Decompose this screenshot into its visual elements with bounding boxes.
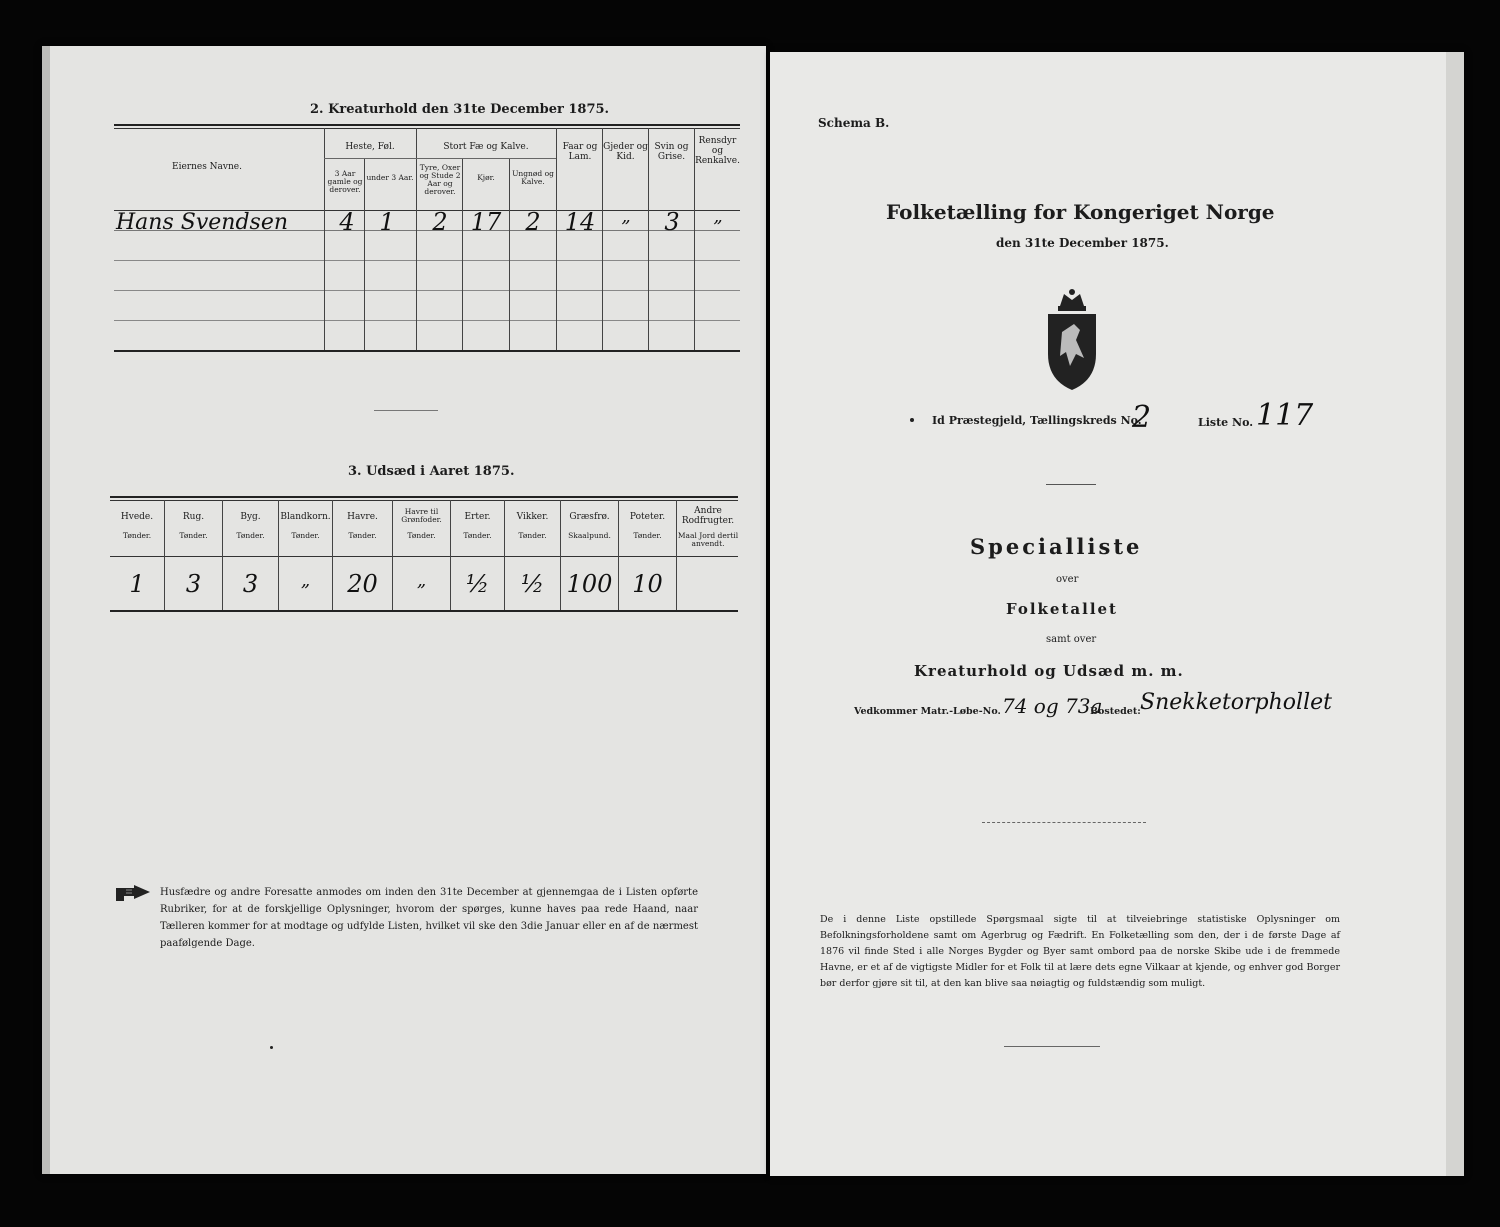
value-heste-under3: 1 <box>379 208 395 236</box>
divider <box>1046 484 1096 485</box>
crop-header-name: Rug. <box>182 512 205 522</box>
right-page <box>770 52 1464 1176</box>
kreaturhold-label: Kreaturhold og Udsæd m. m. <box>914 662 1184 680</box>
crop-header-unit: Tønder. <box>236 531 265 540</box>
header-tyre: Tyre, Oxer og Stude 2 Aar og derover. <box>419 163 461 196</box>
crop-header-name: Havre. <box>347 512 378 522</box>
norwegian-coat-of-arms-icon <box>1042 288 1102 392</box>
list-number: 117 <box>1256 398 1314 433</box>
value-rensdyr: „ <box>713 206 723 227</box>
header-heste-3aar: 3 Aar gamle og derover. <box>327 169 363 194</box>
crop-header-unit: Tønder. <box>463 531 492 540</box>
specialliste-title: Specialliste <box>970 534 1143 559</box>
over-label: over <box>1056 574 1079 585</box>
crop-header-unit: Skaalpund. <box>568 531 611 540</box>
crop-value: „ <box>416 570 427 591</box>
crop-value: 3 <box>242 570 259 598</box>
value-faar: 14 <box>564 208 596 236</box>
header-owner: Eiernes Navne. <box>172 162 242 172</box>
crop-header-unit: Tønder. <box>407 531 436 540</box>
ink-dot <box>270 1046 273 1049</box>
main-title: Folketælling for Kongeriget Norge <box>886 200 1275 224</box>
page-edge <box>42 46 50 1174</box>
header-ungnod: Ungnød og Kalve. <box>512 169 554 186</box>
crop-header-name: Hvede. <box>120 512 154 522</box>
crop-value: ½ <box>520 570 545 598</box>
header-faar: Faar og Lam. <box>562 142 598 162</box>
crop-header-unit: Tønder. <box>348 531 377 540</box>
divider <box>982 822 1146 823</box>
header-heste-under3: under 3 Aar. <box>366 173 414 182</box>
header-kjor: Kjør. <box>477 173 495 182</box>
samt-over-label: samt over <box>1046 634 1097 645</box>
left-page <box>42 46 766 1174</box>
matr-value: 74 og 73a <box>1002 694 1103 718</box>
ink-dot <box>910 418 914 422</box>
parish-name: Id <box>932 414 945 427</box>
footer-text: De i denne Liste opstillede Spørgsmaal sigte til at tilveiebringe statistiske Oplysninger om Befolkningsforholdene samt om Agerbrug og Fædrift. En Folketælling som den, der i de første Dage af 1876 vil finde Sted i alle Norges Bygder og Byer samt ombord paa de norske Skibe ude i de fremmede Havne, er et af de vigtigste Midler for et Folk til at lære dets egne Vilkaar at kjende, og enhver god Borger bør derfor gjøre sit til, at den kan blive saa nøiagtig og fuldstændig som muligt. <box>820 914 1340 989</box>
crop-value: 100 <box>566 570 613 598</box>
header-heste: Heste, Føl. <box>345 142 395 152</box>
notice-text: Husfædre og andre Foresatte anmodes om inden den 31te December at gjennemgaa de i Listen opførte Rubriker, for at de forskjellige Oplysninger, hvorom der spørges, kunne haves paa rede Haand, naar Tælleren kommer for at modtage og udfylde Listen, hvilket vil ske den 3die Januar eller en af de nærmest paafølgende Dage. <box>160 887 698 949</box>
crop-header-name: Havre til Grønfoder. <box>401 507 442 524</box>
crop-header-name: Vikker. <box>516 512 549 522</box>
pointing-hand-icon <box>114 884 152 904</box>
crop-header-unit: Tønder. <box>518 531 547 540</box>
district-number: 2 <box>1132 400 1152 435</box>
header-stortfae: Stort Fæ og Kalve. <box>443 142 529 152</box>
crop-header-unit: Tønder. <box>291 531 320 540</box>
crop-value: 10 <box>632 570 663 598</box>
section2-title: 2. Kreaturhold den 31te December 1875. <box>310 102 610 117</box>
crop-header-unit: Maal Jord dertil anvendt. <box>677 531 739 548</box>
value-ungnod: 2 <box>525 208 541 236</box>
crop-header-name: Blandkorn. <box>280 512 331 522</box>
crop-header-unit: Tønder. <box>633 531 662 540</box>
value-gjeder: „ <box>621 206 631 227</box>
district-label: Tællingskreds No. <box>1029 414 1142 427</box>
crop-value: 1 <box>129 570 145 598</box>
header-gjeder: Gjeder og Kid. <box>603 142 648 162</box>
value-heste-3aar: 4 <box>339 208 355 236</box>
value-tyre: 2 <box>432 208 448 236</box>
crop-header-name: Byg. <box>240 512 261 522</box>
crop-header-name: Græsfrø. <box>569 512 610 522</box>
divider <box>1004 1046 1100 1047</box>
crop-value: ½ <box>465 570 490 598</box>
census-date: den 31te December 1875. <box>996 236 1169 250</box>
parish-label: Præstegjeld, <box>948 414 1027 427</box>
header-svin: Svin og Grise. <box>654 142 689 162</box>
list-label: Liste No. <box>1198 416 1254 429</box>
bostedet-label: Bostedet: <box>1090 706 1141 717</box>
crop-header-name: Andre Rodfrugter. <box>681 506 735 526</box>
header-rensdyr: Rensdyr og Renkalve. <box>695 136 740 166</box>
crop-header-unit: Tønder. <box>122 531 152 540</box>
crop-header-name: Poteter. <box>629 512 666 522</box>
folketallet-label: Folketallet <box>1006 600 1118 618</box>
bostedet-value: Snekketorphollet <box>1140 690 1332 715</box>
page-edge <box>1446 52 1464 1176</box>
crop-value: „ <box>300 570 311 591</box>
section3-title: 3. Udsæd i Aaret 1875. <box>348 464 515 479</box>
value-kjor: 17 <box>470 208 502 236</box>
divider <box>374 410 438 411</box>
crop-value: 3 <box>185 570 202 598</box>
crop-header-unit: Tønder. <box>179 531 208 540</box>
crop-header-name: Erter. <box>464 512 491 522</box>
crop-value: 20 <box>347 570 378 598</box>
parish-line <box>932 414 1142 427</box>
matr-label: Vedkommer Matr.-Løbe-No. <box>854 706 1001 717</box>
owner-name: Hans Svendsen <box>116 210 289 235</box>
value-svin: 3 <box>664 208 680 236</box>
schema-label: Schema B. <box>818 116 890 130</box>
